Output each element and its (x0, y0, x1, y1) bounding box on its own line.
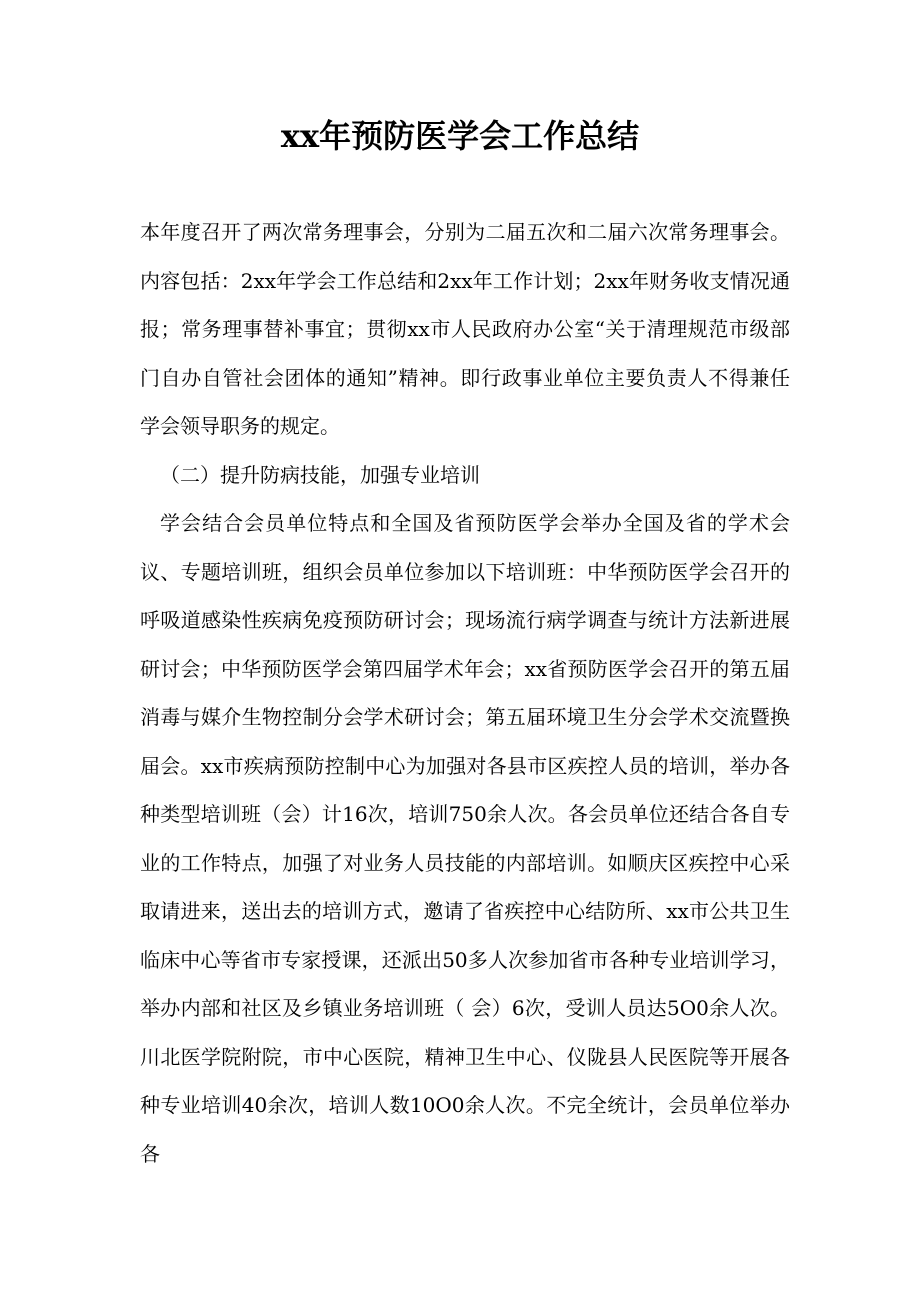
section-heading-training: （二）提升防病技能，加强专业培训 (160, 462, 480, 487)
document-body (140, 208, 790, 1178)
paragraph-standing-committee: 本年度召开了两次常务理事会，分别为二届五次和二届六次常务理事会。内容包括：2xx年学会工作总结和2xx年工作计划；2xx年财务收支情况通报；常务理事替补事宜；贯彻xx市人民政府办公室“关于清理规范市级部门自办自管社会团体的通知”精神。即行政事业单位主要负责人不得兼任学会领导职务的规定。 (140, 220, 790, 438)
paragraph-training: 学会结合会员单位特点和全国及省预防医学会举办全国及省的学术会议、专题培训班，组织会员单位参加以下培训班：中华预防医学会召开的呼吸道感染性疾病免疫预防研讨会；现场流行病学调查与统计方法新进展研讨会；中华预防医学会第四届学术年会；xx省预防医学会召开的第五届消毒与媒介生物控制分会学术研讨会；第五届环境卫生分会学术交流暨换届会。xx市疾病预防控制中心为加强对各县市区疾控人员的培训，举办各种类型培训班（会）计16次，培训750余人次。各会员单位还结合各自专业的工作特点，加强了对业务人员技能的内部培训。如顺庆区疾控中心采取请进来，送出去的培训方式，邀请了省疾控中心结防所、xx市公共卫生临床中心等省市专家授课，还派出50多人次参加省市各种专业培训学习，举办内部和社区及乡镇业务培训班（ 会）6次，受训人员达5O0余人次。川北医学院附院，市中心医院，精神卫生中心、仪陇县人民医院等开展各种专业培训40余次，培训人数10O0余人次。不完全统计，会员单位举办各 (140, 511, 790, 1166)
document-title: xx年预防医学会工作总结 (280, 117, 640, 155)
